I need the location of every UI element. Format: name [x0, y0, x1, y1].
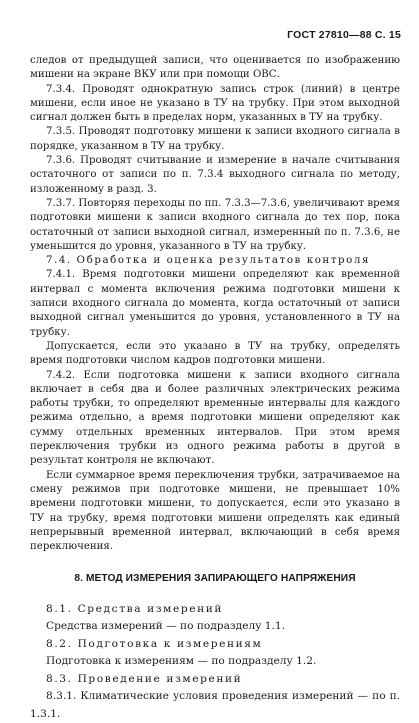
subsection-title: 7.4. Обработка и оценка результатов контроля [46, 255, 371, 267]
section-heading: 8. МЕТОД ИЗМЕРЕНИЯ ЗАПИРАЮЩЕГО НАПРЯЖЕНИЯ [74, 573, 356, 585]
subsection-title: 8.2. Подготовка к измерениям [46, 637, 263, 650]
paragraph: Допускается, если это указано в ТУ на трубку, определять время подготовки числом кадров подготовки мишени. [30, 340, 400, 367]
paragraph: Средства измерений — по подразделу 1.1. [46, 620, 286, 633]
paragraph: следов от предыдущей записи, что оценивается по изображению мишени на экране ВКУ или при помощи ОВС. [30, 55, 400, 81]
paragraph: 7.3.5. Проводят подготовку мишени к записи входного сигнала в порядке, указанном в ТУ на трубку. [30, 126, 400, 152]
paragraph: Если суммарное время переключения трубки, затрачиваемое на смену режимов при подготовке мишени, не превышает 10% времени подготовки мишени, то допускается, если это указано в ТУ на трубку, время подготовки мишени определять как единый непрерывный временной интервал, включающий в себя время переключения. [30, 469, 400, 553]
paragraph: 7.4.2. Если подготовка мишени к записи входного сигнала включает в себя два и более различных электрических режима работы трубки, то определяют временные интервалы для каждого режима отдельно, а время подготовки мишени определяют как сумму отдельных временных интервалов. При этом время переключения трубки из одного режима работы в другой в результат контроля не включают. [30, 369, 400, 467]
paragraph: 8.3.1. Климатические условия проведения измерений — по п. 1.3.1. [30, 690, 400, 720]
paragraph: 7.3.4. Проводят однократную запись строк (линий) в центре мишени, если иное не указано в ТУ на трубку. При этом выходной сигнал должен быть в пределах норм, указанных в ТУ на трубку. [30, 83, 400, 124]
subsection-title: 8.1. Средства измерений [46, 602, 224, 615]
subsection-title: 8.3. Проведение измерений [46, 672, 243, 685]
paragraph: 7.3.6. Проводят считывание и измерение в начале считывания остаточного от записи по п. 7.3.4 выходного сигнала по методу, изложенному в разд. 3. [30, 155, 400, 195]
section-8 [30, 601, 400, 723]
paragraph: Подготовка к измерениям — по подразделу 1.2. [46, 655, 317, 668]
paragraph: 7.4.1. Время подготовки мишени определяют как временной интервал с момента включения режима подготовки мишени к записи входного сигнала до момента, когда остаточный от записи выходной сигнал уменьшится до уровня, установленного в ТУ на трубку. [30, 269, 400, 338]
document-body [30, 54, 400, 723]
page-header: ГОСТ 27810—88 С. 15 [287, 29, 401, 41]
paragraph: 7.3.7. Повторяя переходы по пп. 7.3.3—7.3.6, увеличивают время подготовки мишени к записи входного сигнала до тех пор, пока остаточный от записи выходной сигнал, измеренный по п. 7.3.6, не уменьшится до уровня, указанного в ТУ на трубку. [30, 197, 400, 252]
